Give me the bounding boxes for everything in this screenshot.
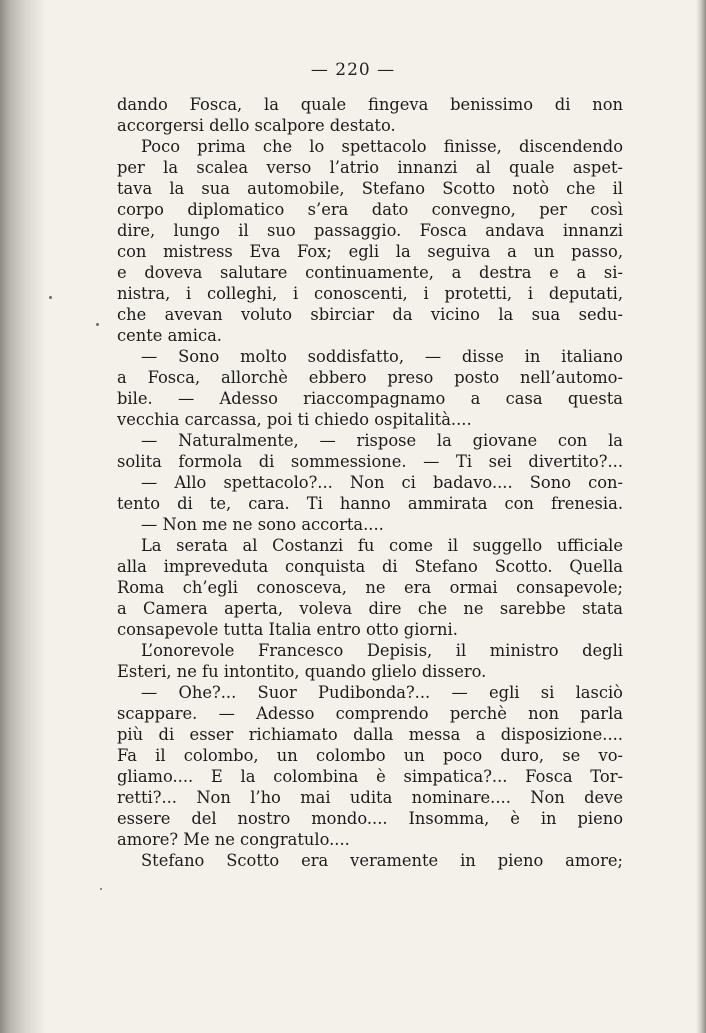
text-line: gliamo.... E la colombina è simpatica?... Fosca Tor-	[117, 767, 623, 786]
text-line: bile. — Adesso riaccompagnamo a casa questa	[117, 389, 623, 408]
text-line: Stefano Scotto era veramente in pieno amore;	[141, 851, 623, 870]
text-line: retti?... Non l’ho mai udita nominare.... Non deve	[117, 788, 623, 807]
text-line: L’onorevole Francesco Depisis, il ministro degli	[141, 641, 623, 660]
text-line: più di esser richiamato dalla messa a disposizione....	[117, 725, 623, 744]
paper-speck	[100, 888, 102, 890]
text-line: accorgersi dello scalpore destato.	[117, 116, 396, 135]
binding-shadow	[0, 0, 46, 1033]
text-line: e doveva salutare continuamente, a destra e a si-	[117, 263, 623, 282]
text-line: — Non me ne sono accorta....	[141, 515, 384, 534]
text-line: Poco prima che lo spettacolo finisse, discendendo	[141, 137, 623, 156]
text-line: — Sono molto soddisfatto, — disse in italiano	[141, 347, 623, 366]
paper-speck	[96, 323, 99, 326]
text-line: — Naturalmente, — rispose la giovane con la	[141, 431, 623, 450]
text-line: per la scalea verso l’atrio innanzi al quale aspet-	[117, 158, 623, 177]
text-line: La serata al Costanzi fu come il suggello ufficiale	[141, 536, 623, 555]
text-line: nistra, i colleghi, i conoscenti, i protetti, i deputati,	[117, 284, 623, 303]
text-line: con mistress Eva Fox; egli la seguiva a un passo,	[117, 242, 623, 261]
page-number: — 220 —	[310, 60, 396, 80]
text-line: corpo diplomatico s’era dato convegno, per così	[117, 200, 623, 219]
text-line: vecchia carcassa, poi ti chiedo ospitalità....	[117, 410, 472, 429]
text-line: amore? Me ne congratulo....	[117, 830, 350, 849]
text-line: tento di te, cara. Ti hanno ammirata con frenesia.	[117, 494, 623, 513]
text-line: che avevan voluto sbirciar da vicino la sua sedu-	[117, 305, 623, 324]
text-line: Esteri, ne fu intontito, quando glielo dissero.	[117, 662, 487, 681]
text-line: — Allo spettacolo?... Non ci badavo.... Sono con-	[141, 473, 623, 492]
text-line: Roma ch’egli conosceva, ne era ormai consapevole;	[117, 578, 623, 597]
text-line: consapevole tutta Italia entro otto giorni.	[117, 620, 458, 639]
text-line: a Fosca, allorchè ebbero preso posto nell’automo-	[117, 368, 623, 387]
text-line: solita formola di sommessione. — Ti sei divertito?...	[117, 452, 623, 471]
body-text	[117, 94, 623, 871]
text-line: dire, lungo il suo passaggio. Fosca andava innanzi	[117, 221, 623, 240]
text-line: alla impreveduta conquista di Stefano Scotto. Quella	[117, 557, 623, 576]
text-line: dando Fosca, la quale fingeva benissimo di non	[117, 95, 623, 114]
text-line: Fa il colombo, un colombo un poco duro, se vo-	[117, 746, 623, 765]
page-edge	[696, 0, 706, 1033]
text-line: tava la sua automobile, Stefano Scotto notò che il	[117, 179, 623, 198]
text-line: cente amica.	[117, 326, 222, 345]
text-line: a Camera aperta, voleva dire che ne sarebbe stata	[117, 599, 623, 618]
text-line: — Ohe?... Suor Pudibonda?... — egli si lasciò	[141, 683, 623, 702]
text-line: scappare. — Adesso comprendo perchè non parla	[117, 704, 623, 723]
paper-speck	[49, 296, 52, 299]
text-line: essere del nostro mondo.... Insomma, è in pieno	[117, 809, 623, 828]
